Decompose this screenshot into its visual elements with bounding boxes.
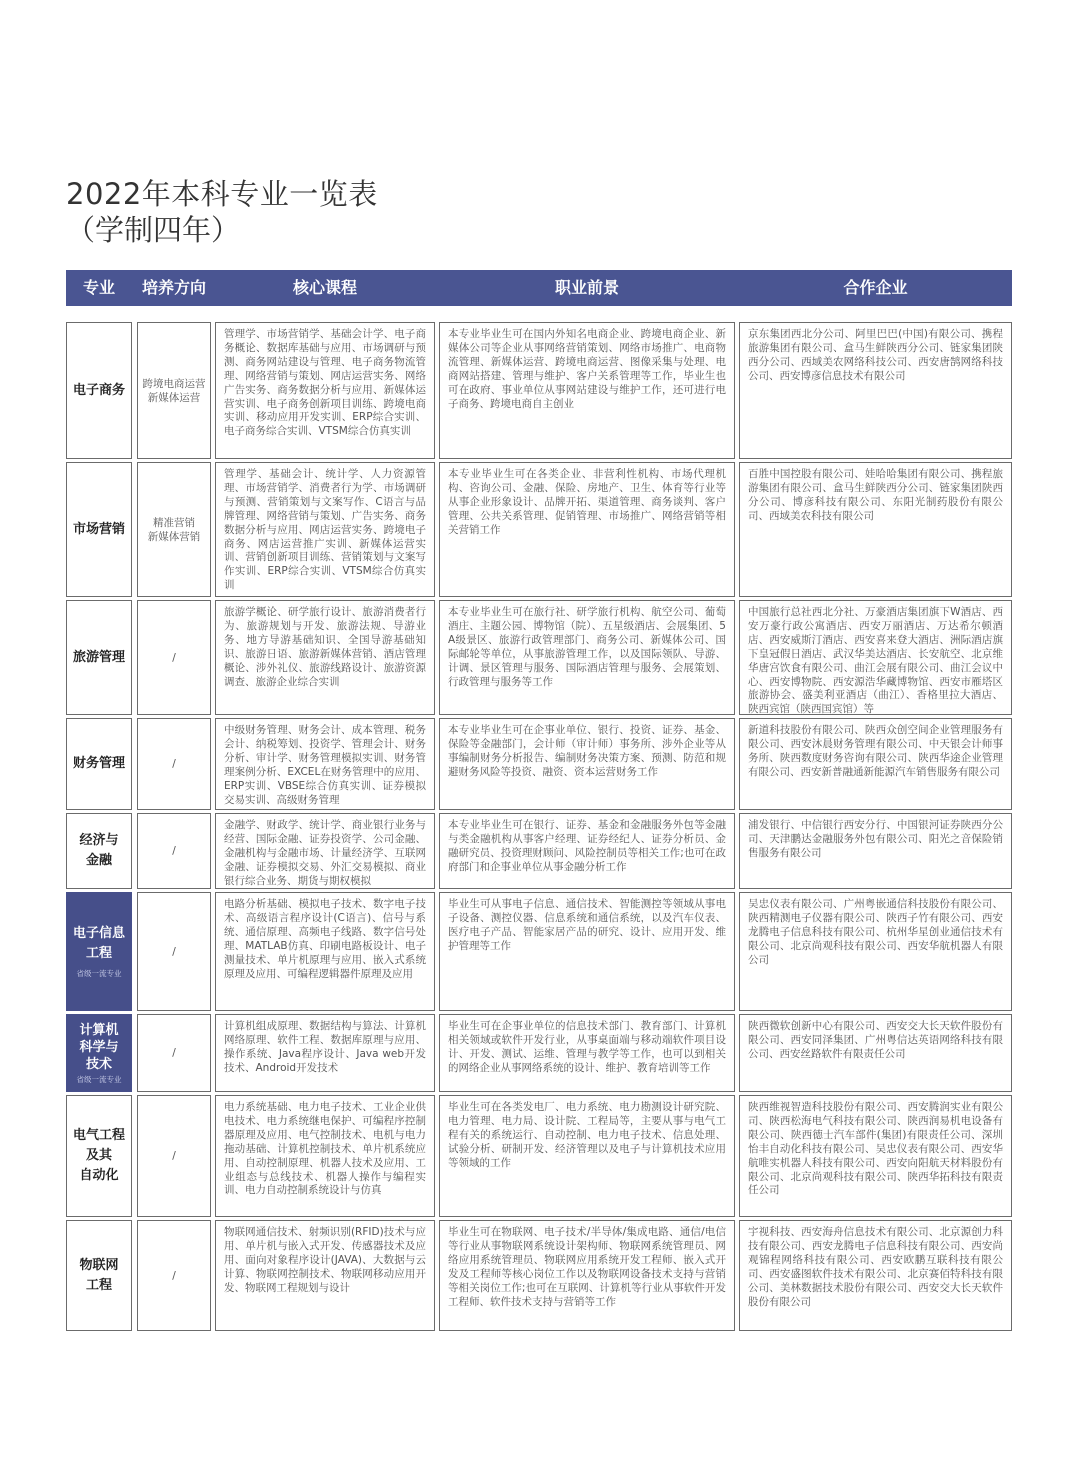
prospects-text: 本专业毕业生可在各类企业、非营利性机构、市场代理机构、咨询公司、金融、保险、房地产、卫生、体育等行业等从事企业形象设计、品牌开拓、渠道管理、商务谈判、客户管理、公共关系管理、促销管理、市场推广、网络营销等相关营销工作	[448, 468, 726, 536]
major-cell	[66, 1220, 132, 1331]
partners-cell	[739, 892, 1012, 1011]
major-name: 财务管理	[72, 756, 125, 771]
partners-cell	[739, 813, 1012, 889]
table-row	[66, 1220, 1012, 1331]
major-name: 电气工程 及其 自动化	[72, 1128, 125, 1183]
prospects-cell	[439, 1220, 735, 1331]
direction-cell: /	[137, 892, 211, 1011]
prospects-text: 本专业毕业生可在国内外知名电商企业、跨境电商企业、新媒体公司等企业从事网络营销策划、网络市场推广、电商物流管理、新媒体运营、跨境电商运营、图像采集与处理、电商网站搭建、管理与维护、客户关系管理等工作，毕业生也可在政府、事业单位从事网站建设与维护工作，还可进行电子商务、跨境电商自主创业	[448, 328, 726, 410]
table-row	[66, 322, 1012, 459]
direction-cell: /	[137, 600, 211, 715]
direction-cell: /	[137, 718, 211, 810]
direction-cell: 精准营销 新媒体营销	[137, 462, 211, 597]
prospects-text: 毕业生可从事电子信息、通信技术、智能测控等领域从事电子设备、测控仪器、信息系统和通信系统，以及汽车仪表、医疗电子产品、智能家居产品的研究、设计、应用开发、维护管理等工作	[448, 898, 726, 952]
major-name: 电子商务	[72, 382, 125, 398]
courses-cell	[215, 813, 435, 889]
prospects-cell	[439, 1095, 735, 1217]
header-courses: 核心课程	[292, 278, 357, 297]
prospects-cell	[439, 462, 735, 597]
partners-text: 宇视科技、西安海舟信息技术有限公司、北京源创力科技有限公司、西安龙腾电子信息科技有限公司、西安尚观锦程网络科技有限公司、西安欧鹏互联科技有限公司、西安盛图软件技术有限公司、北京赛佰特科技有限公司、美林数据技术股份有限公司、西安交大长天软件股份有限公司	[748, 1226, 1003, 1308]
major-name: 物联网 工程	[79, 1257, 119, 1293]
prospects-cell	[439, 1014, 735, 1092]
courses-text: 计算机组成原理、数据结构与算法、计算机网络原理、软件工程、数据库原理与应用、操作系统、Java程序设计、Java web开发技术、Android开发技术	[224, 1020, 426, 1074]
courses-cell	[215, 322, 435, 459]
prospects-text: 毕业生可在企事业单位的信息技术部门、教育部门、计算机相关领域或软件开发行业，从事桌面端与移动端软件项目设计、开发、测试、运维、管理与教学等工作，也可以到相关的网络企业从事网络系统的设计、维护、教育培训等工作	[448, 1020, 726, 1074]
partners-cell	[739, 322, 1012, 459]
table-header	[66, 270, 1012, 306]
major-cell	[66, 462, 132, 597]
courses-text: 管理学、基础会计、统计学、人力资源管理、市场营销学、消费者行为学、市场调研与预测、营销策划与文案写作、C语言与品牌管理、网络营销与策划、广告实务、商务数据分析与应用、网店运营实务、跨境电子商务、网店运营推广实训、新媒体运营实训、营销创新项目训练、营销策划与文案写作实训、ERP综合实训、VTSM综合仿真实训	[224, 468, 426, 592]
partners-text: 陕西微软创新中心有限公司、西安交大长天软件股份有限公司、西安同泽集团、广州粤信达英语网络科技有限公司、西安丝路软件有限责任公司	[748, 1020, 1003, 1060]
table-row	[66, 718, 1012, 810]
courses-cell	[215, 892, 435, 1011]
header-prospects: 职业前景	[554, 278, 619, 297]
major-name: 旅游管理	[72, 649, 125, 665]
header-direction: 培养方向	[141, 278, 206, 297]
courses-text: 电路分析基础、模拟电子技术、数字电子技术、高级语言程序设计(C语言)、信号与系统、通信原理、高频电子线路、数字信号处理、MATLAB仿真、印刷电路板设计、电子测量技术、单片机原理与应用、嵌入式系统原理及应用、可编程逻辑器件原理及应用	[224, 898, 426, 980]
partners-cell	[739, 1220, 1012, 1331]
header-partners: 合作企业	[843, 278, 908, 297]
courses-text: 中级财务管理、财务会计、成本管理、税务会计、纳税筹划、投资学、管理会计、财务分析、审计学、财务管理模拟实训、财务管理案例分析、EXCEL在财务管理中的应用、ERP实训、VBSE综合仿真实训、证券模拟交易实训、高级财务管理	[224, 724, 426, 806]
prospects-cell	[439, 892, 735, 1011]
prospects-text: 本专业毕业生可在旅行社、研学旅行机构、航空公司、葡萄酒庄、主题公园、博物馆（院）、五星级酒店、会展集团、5A级景区、旅游行政管理部门、商务公司、新媒体公司、国际邮轮等单位，从事旅游管理工作，以及国际领队、导游、计调、景区管理与服务、国际酒店管理与服务、会展策划、行政管理与服务等工作	[448, 606, 726, 688]
major-name: 计算机 科学与 技术	[79, 1022, 119, 1072]
partners-cell	[739, 600, 1012, 715]
major-cell	[66, 1095, 132, 1217]
header-major: 专业	[82, 278, 115, 297]
table-row	[66, 462, 1012, 597]
table-row	[66, 1014, 1012, 1092]
courses-text: 管理学、市场营销学、基础会计学、电子商务概论、数据库基础与应用、市场调研与预测、商务网站建设与管理、电子商务物流管理、网络营销与策划、网店运营实务、网络广告实务、商务数据分析与应用、新媒体运营实训、电子商务创新项目训练、跨境电商实训、移动应用开发实训、ERP综合实训、电子商务综合实训、VTSM综合仿真实训	[224, 328, 426, 438]
prospects-cell	[439, 718, 735, 810]
direction-cell: 跨境电商运营 新媒体运营	[137, 322, 211, 459]
courses-cell	[215, 1014, 435, 1092]
partners-text: 吴忠仪表有限公司、广州粤嵌通信科技股份有限公司、陕西精测电子仪器有限公司、陕西子竹有限公司、西安龙腾电子信息科技有限公司、杭州华星创业通信技术有限公司、北京尚观科技有限公司、西安华航机器人有限公司	[748, 898, 1003, 966]
direction-cell: /	[137, 1014, 211, 1092]
direction-cell: /	[137, 813, 211, 889]
courses-text: 金融学、财政学、统计学、商业银行业务与经营、国际金融、证券投资学、公司金融、金融机构与金融市场、计量经济学、互联网金融、证券模拟交易、外汇交易模拟、商业银行综合业务、期货与期权模拟	[224, 819, 426, 887]
partners-text: 京东集团西北分公司、阿里巴巴(中国)有限公司、携程旅游集团有限公司、盒马生鲜陕西分公司、链家集团陕西分公司、西域美农网络科技公司、西安唐鹄网络科技公司、西安博彦信息技术有限公司	[748, 328, 1003, 382]
partners-cell	[739, 462, 1012, 597]
courses-cell	[215, 1095, 435, 1217]
table-row	[66, 600, 1012, 715]
partners-text: 浦发银行、中信银行西安分行、中国银河证券陕西分公司、天津鹏达金融服务外包有限公司、阳光之音保险销售服务有限公司	[748, 819, 1003, 859]
table-row	[66, 813, 1012, 889]
courses-text: 旅游学概论、研学旅行设计、旅游消费者行为、旅游规划与开发、旅游法规、导游业务、地方导游基础知识、全国导游基础知识、旅游日语、旅游新媒体营销、酒店管理概论、涉外礼仪、旅游线路设计、旅游资源调查、旅游企业综合实训	[224, 606, 426, 688]
courses-cell	[215, 462, 435, 597]
partners-text: 百胜中国控股有限公司、娃哈哈集团有限公司、携程旅游集团有限公司、盒马生鲜陕西分公司、链家集团陕西分公司、博彦科技有限公司、东阳光制药股份有限公司、西域美农科技有限公司	[748, 468, 1003, 522]
courses-cell	[215, 1220, 435, 1331]
table-row	[66, 892, 1012, 1011]
prospects-text: 本专业毕业生可在企事业单位、银行、投资、证券、基金、保险等金融部门，会计师（审计师）事务所、涉外企业等从事编制财务分析报告、编制财务决策方案、预测、防范和规避财务风险等投资、融资、资本运营财务工作	[448, 724, 726, 778]
major-cell	[66, 1014, 132, 1092]
major-name: 经济与 金融	[79, 833, 119, 868]
prospects-cell	[439, 322, 735, 459]
direction-cell: /	[137, 1095, 211, 1217]
major-cell	[66, 892, 132, 1011]
major-cell	[66, 813, 132, 889]
table-row	[66, 1095, 1012, 1217]
partners-cell	[739, 1095, 1012, 1217]
major-cell	[66, 718, 132, 810]
major-name: 电子信息 工程	[72, 926, 125, 961]
courses-cell	[215, 718, 435, 810]
partners-text: 中国旅行总社西北分社、万豪酒店集团旗下W酒店、西安万豪行政公寓酒店、西安万丽酒店、万达希尔顿酒店、西安威斯汀酒店、西安喜来登大酒店、洲际酒店旗下皇冠假日酒店、武汉华美达酒店、长安航空、北京维华唐宫饮食有限公司、曲江会展有限公司、曲江会议中心、西安博物院、西安源浩华藏博物馆、西安市雁塔区旅游协会、盛美利亚酒店（曲江）、香格里拉大酒店、陕西宾馆（陕西国宾馆）等	[748, 606, 1003, 716]
major-name: 市场营销	[72, 521, 125, 537]
first-class-badge: 省级一流专业	[76, 969, 122, 978]
courses-cell	[215, 600, 435, 715]
prospects-cell	[439, 600, 735, 715]
partners-cell	[739, 1014, 1012, 1092]
courses-text: 电力系统基础、电力电子技术、工业企业供电技术、电力系统继电保护、可编程序控制器原理及应用、电气控制技术、电机与电力拖动基础、计算机控制技术、单片机系统应用、自动控制原理、机器人技术及应用、工业组态与总线技术、机器人操作与编程实训、电力自动控制系统设计与仿真	[224, 1101, 426, 1197]
partners-text: 陕西维视智造科技股份有限公司、西安腾润实业有限公司、陕西松海电气科技有限公司、陕西润易机电设备有限公司、陕西德士汽车部件(集团)有限责任公司、深圳怡丰自动化科技有限公司、吴忠仪表有限公司、西安华航唯实机器人科技有限公司、西安向阳航天材料股份有限公司、北京尚观科技有限公司、陕西华拓科技有限责任公司	[748, 1101, 1003, 1197]
first-class-badge: 省级一流专业	[76, 1074, 122, 1084]
major-cell	[66, 600, 132, 715]
courses-text: 物联网通信技术、射频识别(RFID)技术与应用、单片机与嵌入式开发、传感器技术及应用、面向对象程序设计(JAVA)、大数据与云计算、物联网控制技术、物联网移动应用开发、物联网工程规划与设计	[224, 1226, 426, 1294]
prospects-text: 毕业生可在各类发电厂、电力系统、电力勘测设计研究院、电力管理、电力局、设计院、工程局等，主要从事与电气工程有关的系统运行、自动控制、电力电子技术、信息处理、试验分析、研制开发、经济管理以及电子与计算机技术应用等领域的工作	[448, 1101, 726, 1169]
page-title: 2022年本科专业一览表	[66, 177, 378, 211]
prospects-text: 本专业毕业生可在银行、证券、基金和金融服务外包等金融与类金融机构从事客户经理、证券经纪人、证券分析员、金融研究员、投资理财顾问、风险控制员等相关工作;也可在政府部门和企事业单位从事金融分析工作	[448, 819, 726, 873]
partners-text: 新道科技股份有限公司、陕西众创空间企业管理服务有限公司、西安沐晨财务管理有限公司、中天银会计师事务所、陕西数度财务咨询有限公司、陕西华途企业管理有限公司、西安新普融通新能源汽车销售服务有限公司	[748, 724, 1003, 778]
page-subtitle: （学制四年）	[66, 213, 241, 247]
direction-cell: /	[137, 1220, 211, 1331]
prospects-cell	[439, 813, 735, 889]
partners-cell	[739, 718, 1012, 810]
major-cell	[66, 322, 132, 459]
prospects-text: 毕业生可在物联网、电子技术/半导体/集成电路、通信/电信等行业从事物联网系统设计架构师、物联网系统管理员、网络应用系统管理员、物联网应用系统开发工程师、嵌入式开发及工程师等核心岗位工作以及物联网设备技术支持与营销等相关岗位工作;也可在互联网、计算机等行业从事软件开发工程师、软件技术支持与营销等工作	[448, 1226, 726, 1308]
